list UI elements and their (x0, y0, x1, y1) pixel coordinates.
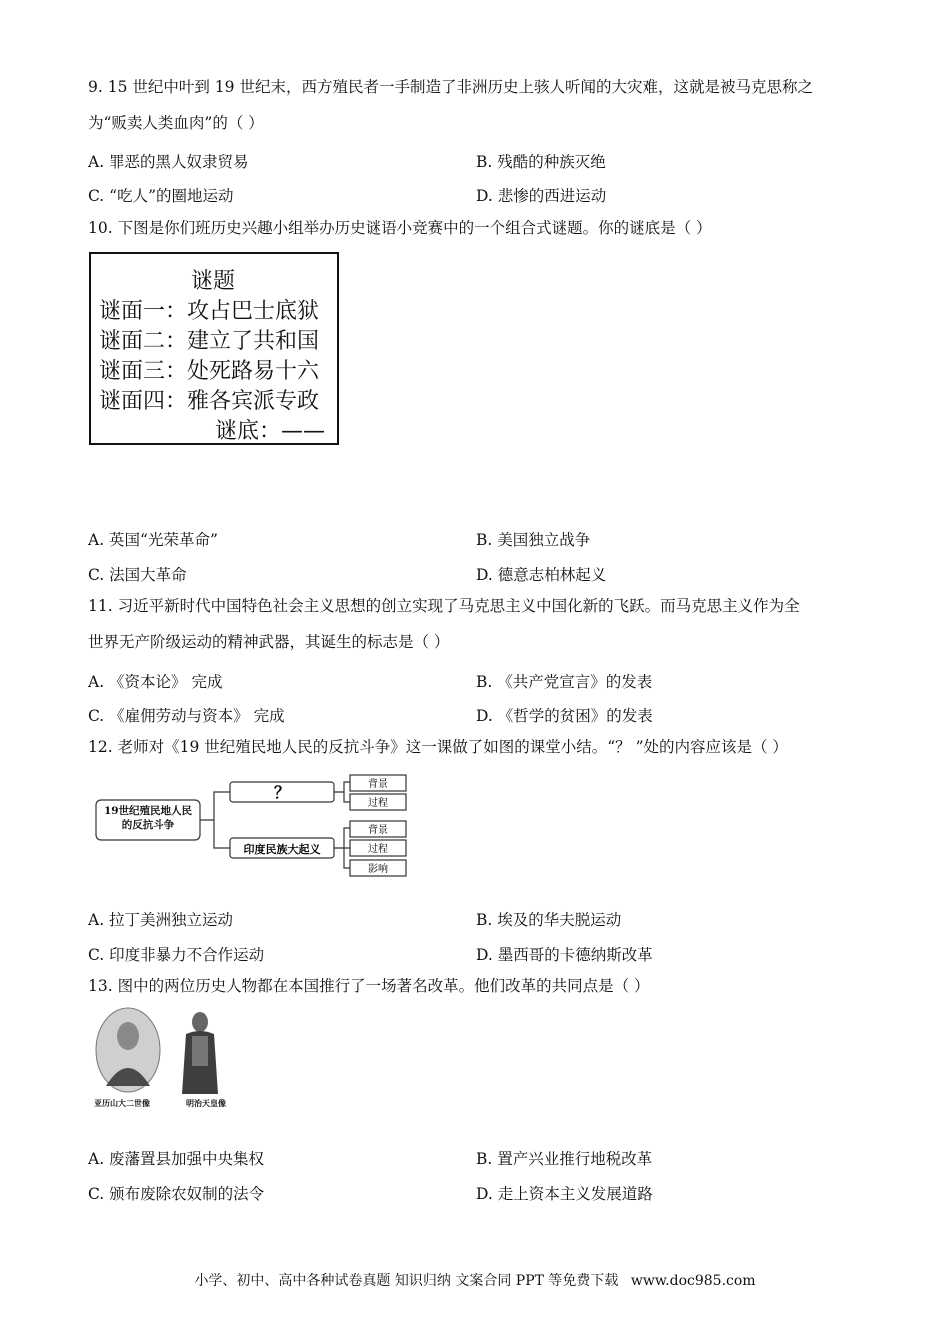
diagram-branch1-label: ？ (273, 783, 291, 802)
option-13-b: B. 置产兴业推行地税改革 (476, 1150, 653, 1168)
riddle-box (89, 252, 339, 445)
option-13-a: A. 废藩置县加强中央集权 (88, 1150, 265, 1168)
diagram-leaf-5: 影响 (368, 864, 388, 875)
summary-diagram (92, 770, 412, 882)
riddle-answer: 谜底：—— (215, 419, 326, 444)
footer-text: 小学、初中、高中各种试卷真题 知识归纳 文案合同 PPT 等免费下载 (194, 1273, 619, 1289)
option-9-c: C. “吃人”的圈地运动 (88, 187, 234, 205)
option-12-c: C. 印度非暴力不合作运动 (88, 946, 265, 964)
option-13-c: C. 颁布废除农奴制的法令 (88, 1185, 265, 1203)
option-12-a: A. 拉丁美洲独立运动 (88, 911, 234, 929)
footer-url[interactable]: www.doc985.com (630, 1273, 756, 1289)
riddle-line-1: 谜面一：攻占巴士底狱 (99, 299, 320, 324)
option-10-b: B. 美国独立战争 (476, 531, 591, 549)
portraits-drawing (92, 1006, 242, 1096)
question-11-line-2: 世界无产阶级运动的精神武器，其诞生的标志是（ ） (88, 633, 450, 651)
question-10-line-1: 10. 下图是你们班历史兴趣小组举办历史谜语小竞赛中的一个组合式谜题。你的谜底是（ ） (88, 219, 712, 237)
diagram-leaf-4: 过程 (368, 844, 388, 855)
portraits-image (92, 1006, 242, 1112)
question-9-line-2: 为“贩卖人类血肉”的（ ） (88, 114, 264, 132)
option-10-a: A. 英国“光荣革命” (88, 531, 218, 549)
diagram-branch2-label: 印度民族大起义 (243, 843, 321, 856)
page-footer (0, 1270, 950, 1290)
riddle-title: 谜题 (191, 269, 236, 294)
option-12-b: B. 埃及的华夫脱运动 (476, 911, 622, 929)
question-9-line-1: 9. 15 世纪中叶到 19 世纪末，西方殖民者一手制造了非洲历史上骇人听闻的大灾难，这就是被马克思称之 (88, 78, 813, 96)
option-13-d: D. 走上资本主义发展道路 (476, 1185, 653, 1203)
option-9-b: B. 残酷的种族灭绝 (476, 153, 606, 171)
riddle-line-3: 谜面三：处死路易十六 (99, 359, 320, 384)
riddle-line-2: 谜面二：建立了共和国 (99, 329, 320, 354)
option-10-d: D. 德意志柏林起义 (476, 566, 607, 584)
option-11-b: B. 《共产党宣言》的发表 (476, 673, 653, 691)
portrait-right-caption: 明治天皇像 (186, 1098, 226, 1108)
diagram-root-label: 19世纪殖民地人民的反抗斗争 (103, 805, 193, 831)
option-9-a: A. 罪恶的黑人奴隶贸易 (88, 153, 249, 171)
option-10-c: C. 法国大革命 (88, 566, 187, 584)
diagram-leaf-1: 背景 (368, 779, 388, 790)
option-12-d: D. 墨西哥的卡德纳斯改革 (476, 946, 653, 964)
diagram-leaf-3: 背景 (368, 825, 388, 836)
question-13-line-1: 13. 图中的两位历史人物都在本国推行了一场著名改革。他们改革的共同点是（ ） (88, 977, 650, 995)
option-11-a: A. 《资本论》 完成 (88, 673, 223, 691)
option-9-d: D. 悲惨的西进运动 (476, 187, 607, 205)
option-11-d: D. 《哲学的贫困》的发表 (476, 707, 653, 725)
question-11-line-1: 11. 习近平新时代中国特色社会主义思想的创立实现了马克思主义中国化新的飞跃。而马克思主义作为全 (88, 597, 800, 615)
riddle-line-4: 谜面四：雅各宾派专政 (99, 389, 320, 414)
question-12-line-1: 12. 老师对《19 世纪殖民地人民的反抗斗争》这一课做了如图的课堂小结。“？ ”处的内容应该是（ ） (88, 738, 788, 756)
diagram-leaf-2: 过程 (368, 798, 388, 809)
portrait-left-caption: 亚历山大二世像 (94, 1098, 150, 1108)
option-11-c: C. 《雇佣劳动与资本》 完成 (88, 707, 285, 725)
